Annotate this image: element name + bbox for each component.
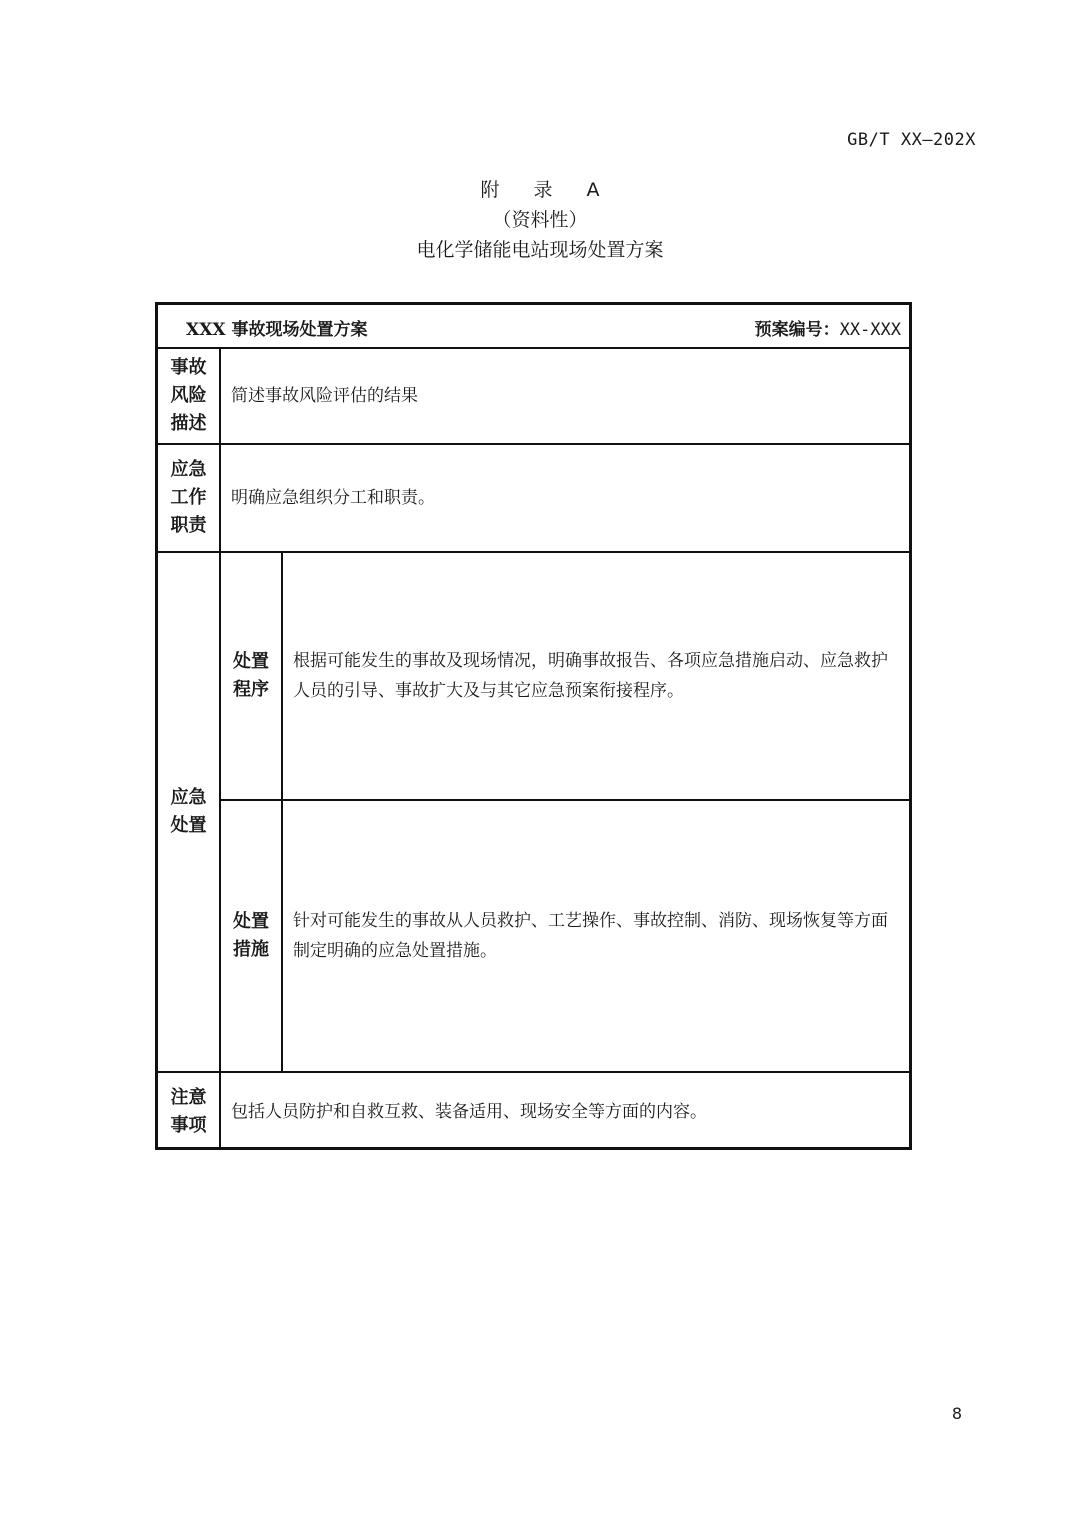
risk-label [158,348,220,444]
row-procedure [158,552,909,800]
notes-label-line: 事项 [170,1114,207,1136]
measures-label-line: 措施 [233,939,269,960]
duty-label [158,444,220,552]
row-duty [158,444,909,552]
response-label-line: 应急 [170,787,207,808]
procedure-label-line: 程序 [233,679,269,700]
appendix-heading: 电化学储能电站现场处置方案 [416,239,664,261]
row-measures [158,800,909,1072]
plan-number [755,315,901,340]
response-plan-table [155,302,912,1150]
measures-label [220,800,282,1072]
procedure-content: 根据可能发生的事故及现场情况，明确事故报告、各项应急措施启动、应急救护人员的引导、事故扩大及与其它应急预案衔接程序。 [282,552,909,800]
procedure-label [220,552,282,800]
duty-label-line: 职责 [170,515,207,536]
procedure-label-line: 处置 [233,651,269,672]
table-header [158,305,909,348]
duty-content: 明确应急组织分工和职责。 [220,444,909,552]
duty-label-line: 应急 [170,459,207,480]
plan-title: XXX 事故现场处置方案 [186,320,368,340]
response-label-line: 处置 [170,815,207,836]
duty-label-line: 工作 [170,487,207,508]
row-risk [158,348,909,444]
measures-label-line: 处置 [233,911,269,932]
notes-label [158,1072,220,1150]
risk-label-line: 事故 [170,357,207,378]
appendix-title: 附 录 A [480,179,614,201]
notes-label-line: 注意 [170,1086,207,1108]
plan-number-value: XX-XXX [839,320,901,340]
plan-number-label: 预案编号： [754,320,840,340]
appendix-subtitle: （资料性） [492,209,588,231]
measures-content: 针对可能发生的事故从人员救护、工艺操作、事故控制、消防、现场恢复等方面制定明确的应急处置措施。 [282,800,909,1072]
risk-label-line: 描述 [170,413,207,434]
standard-code: GB/T XX—202X [847,130,976,150]
risk-content: 简述事故风险评估的结果 [220,348,909,444]
response-label [158,552,220,1072]
risk-label-line: 风险 [170,385,207,406]
appendix-heading-block [0,175,1080,265]
row-notes [158,1072,909,1150]
notes-content: 包括人员防护和自救互救、装备适用、现场安全等方面的内容。 [220,1072,909,1150]
page-number: 8 [951,1404,962,1423]
